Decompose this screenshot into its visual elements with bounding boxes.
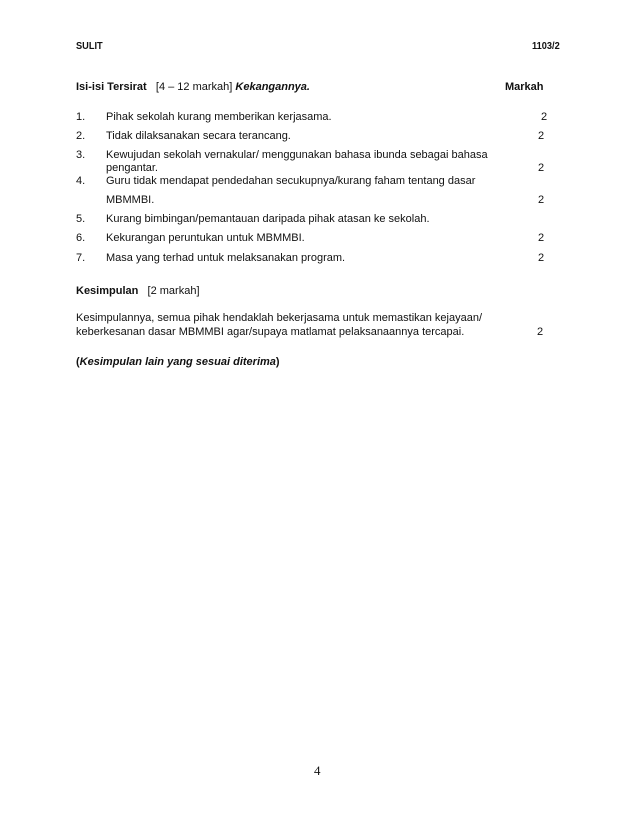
item-number: 1. [76,111,86,123]
item-mark: 2 [538,252,545,264]
conclusion-mark: 2 [537,326,544,338]
item-text-line1: Kewujudan sekolah vernakular/ menggunakan bahasa ibunda sebagai bahasa [106,149,488,161]
item-mark: 2 [538,194,545,206]
item-mark: 2 [538,130,545,142]
section-subtitle: Kekangannya. [235,81,310,93]
conclusion-marks: [2 markah] [147,285,200,297]
paper-code: 1103/2 [532,40,560,52]
item-text: Masa yang terhad untuk melaksanakan program. [106,252,346,264]
conclusion-heading [76,285,200,298]
item-text-line1: Guru tidak mendapat pendedahan secukupnya/kurang faham tentang dasar [106,175,476,187]
conclusion-line1: Kesimpulannya, semua pihak hendaklah bekerjasama untuk memastikan kejayaan/ [76,312,483,324]
item-text: Kurang bimbingan/pemantauan daripada pihak atasan ke sekolah. [106,213,430,225]
item-number: 4. [76,175,86,187]
item-text-line2: pengantar. [106,162,158,174]
conclusion-line2: keberkesanan dasar MBMMBI agar/supaya matlamat pelaksanaannya tercapai. [76,326,465,338]
header-label: SULIT [76,40,103,52]
section-heading [76,81,310,94]
item-number: 5. [76,213,86,225]
item-mark: 2 [538,162,545,174]
item-number: 2. [76,130,86,142]
item-text: Kekurangan peruntukan untuk MBMMBI. [106,232,305,244]
item-mark: 2 [541,111,548,123]
section-marks: [4 – 12 markah] [155,81,233,93]
item-text-line2: MBMMBI. [106,194,155,206]
conclusion-note-text: Kesimpulan lain yang sesuai diterima [79,356,276,368]
section-title: Isi-isi Tersirat [76,81,147,93]
conclusion-note: (Kesimpulan lain yang sesuai diterima) [76,356,280,368]
item-number: 7. [76,252,86,264]
conclusion-title: Kesimpulan [76,285,139,297]
item-text: Tidak dilaksanakan secara terancang. [106,130,291,142]
page-number: 4 [314,763,321,778]
item-mark: 2 [538,232,545,244]
item-number: 6. [76,232,86,244]
item-text: Pihak sekolah kurang memberikan kerjasama. [106,111,332,123]
marks-heading: Markah [505,81,544,93]
item-number: 3. [76,149,86,161]
